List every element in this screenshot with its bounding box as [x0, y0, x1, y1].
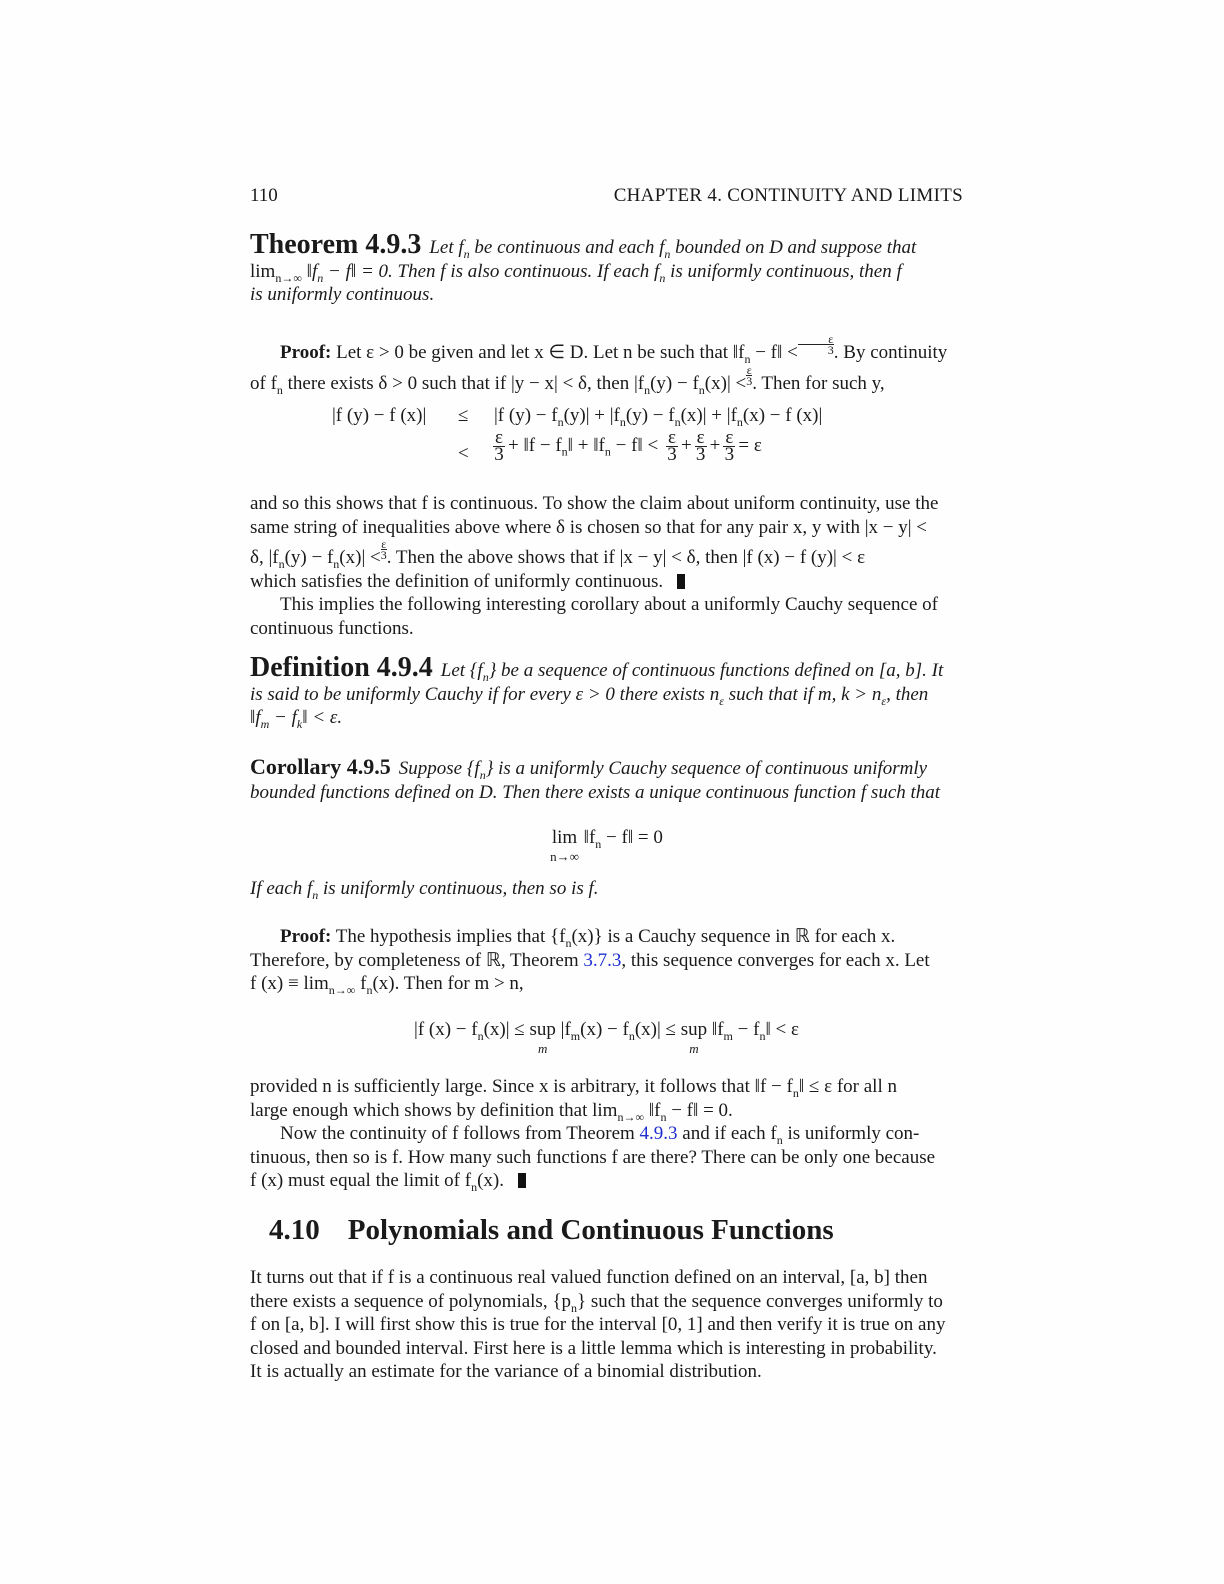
definition-label: Definition 4.9.4 — [250, 652, 433, 683]
page-number: 110 — [250, 185, 278, 206]
qed-icon-2 — [518, 1173, 526, 1188]
qed-icon — [677, 574, 685, 589]
proof-continuation: and so this shows that f is continuous. To show the claim about uniform continuity, use the same string of inequalities above where δ is chosen so that for any pair x, y with |x − y| < δ, $|f_n(y) - f_n(x)|$ < $\frac{\varepsilon}{3}$ . Then the above shows that if |x − y| < δ, then |f (x) − f (y)| < ε which satisfies the definition of uniformly continuous. This implies the following interesting corollary about a uniformly Cauchy sequence of continuous functions. — [250, 493, 939, 639]
theorem-4-9-3: Theorem 4.9.3 Let $f_n$ be continuous and each $f_n$ bounded on D and suppose that $\lim_{n\to\infty}$ $‖f_n$ − f‖ = 0. Then f is also continuous. If each $f_n$ is uniformly continuous, then f is uniformly continuous. — [250, 229, 917, 305]
chapter-title: CHAPTER 4. CONTINUITY AND LIMITS — [613, 185, 963, 206]
theorem-4-9-3-link[interactable]: 4.9.3 — [639, 1123, 678, 1144]
corollary-label: Corollary 4.9.5 — [250, 754, 391, 779]
running-header — [250, 184, 963, 208]
proof-label: Proof: — [280, 342, 332, 363]
proof-label-2: Proof: — [280, 926, 332, 947]
proof-theorem-4-9-3: Proof: Let ε > 0 be given and let x ∈ D. Let n be such that $‖f_n$ − f‖ < $\frac{\varepsilon}{3}$ . By continuity of $f_n$ there exists δ > 0 such that if |y − x| < δ, then $|f_n(y) - f_n(x)|$ < $\frac{\varepsilon}{3}$ . Then for such y, — [250, 332, 948, 397]
definition-4-9-4: Definition 4.9.4 Let $\{f_n\}$ be a sequence of continuous functions defined on [a, b]. It is said to be uniformly Cauchy if for every ε > 0 there exists $n_\varepsilon$ such that if m, $k > n_\varepsilon$, then $‖f_m$ − $f_k‖ < \varepsilon$. — [250, 652, 944, 731]
section-heading — [269, 1214, 834, 1246]
section-title: Polynomials and Continuous Functions — [347, 1214, 834, 1246]
display-sup-inequality: |f $(x) - f_n(x)|$ ≤ sup m $|f_m(x) - f_n(x)|$ ≤ sup m $‖f_m$ − $f_n‖ < \varepsilon$ — [414, 1019, 799, 1056]
display-inequality-1: |f (y) − f (x)| — [332, 405, 427, 426]
section-number: 4.10 — [269, 1214, 320, 1246]
display-limit: lim n→∞ $‖f_n$ − f‖ = 0 — [550, 827, 663, 864]
section-body: It turns out that if f is a continuous real valued function defined on an interval, [a, b] then there exists a sequence of polynomials, $\{p_n\}$ such that the sequence converges uniformly to f on [a, b]. I will first show this is true for the interval [0, 1] and then verify it is true on any closed and bounded interval. First here is a little lemma which is interesting in probability. It is actually an estimate for the variance of a binomial distribution. — [250, 1267, 946, 1382]
proof-corollary-4-9-5: Proof: The hypothesis implies that $\{f_n(x)\}$ is a Cauchy sequence in ℝ for each x. Therefore, by completeness of ℝ, Theorem 3.7.3, this sequence converges for each x. Let f $(x) \equiv \lim_{n\to\infty} f_n(x)$. Then for m > n, — [250, 926, 930, 997]
theorem-3-7-3-link[interactable]: 3.7.3 — [583, 949, 622, 971]
corollary-4-9-5: Corollary 4.9.5 Suppose $\{f_n\}$ is a uniformly Cauchy sequence of continuous uniformly bounded functions defined on D. Then there exists a unique continuous function f such that — [250, 754, 941, 803]
theorem-label: Theorem 4.9.3 — [250, 229, 422, 260]
